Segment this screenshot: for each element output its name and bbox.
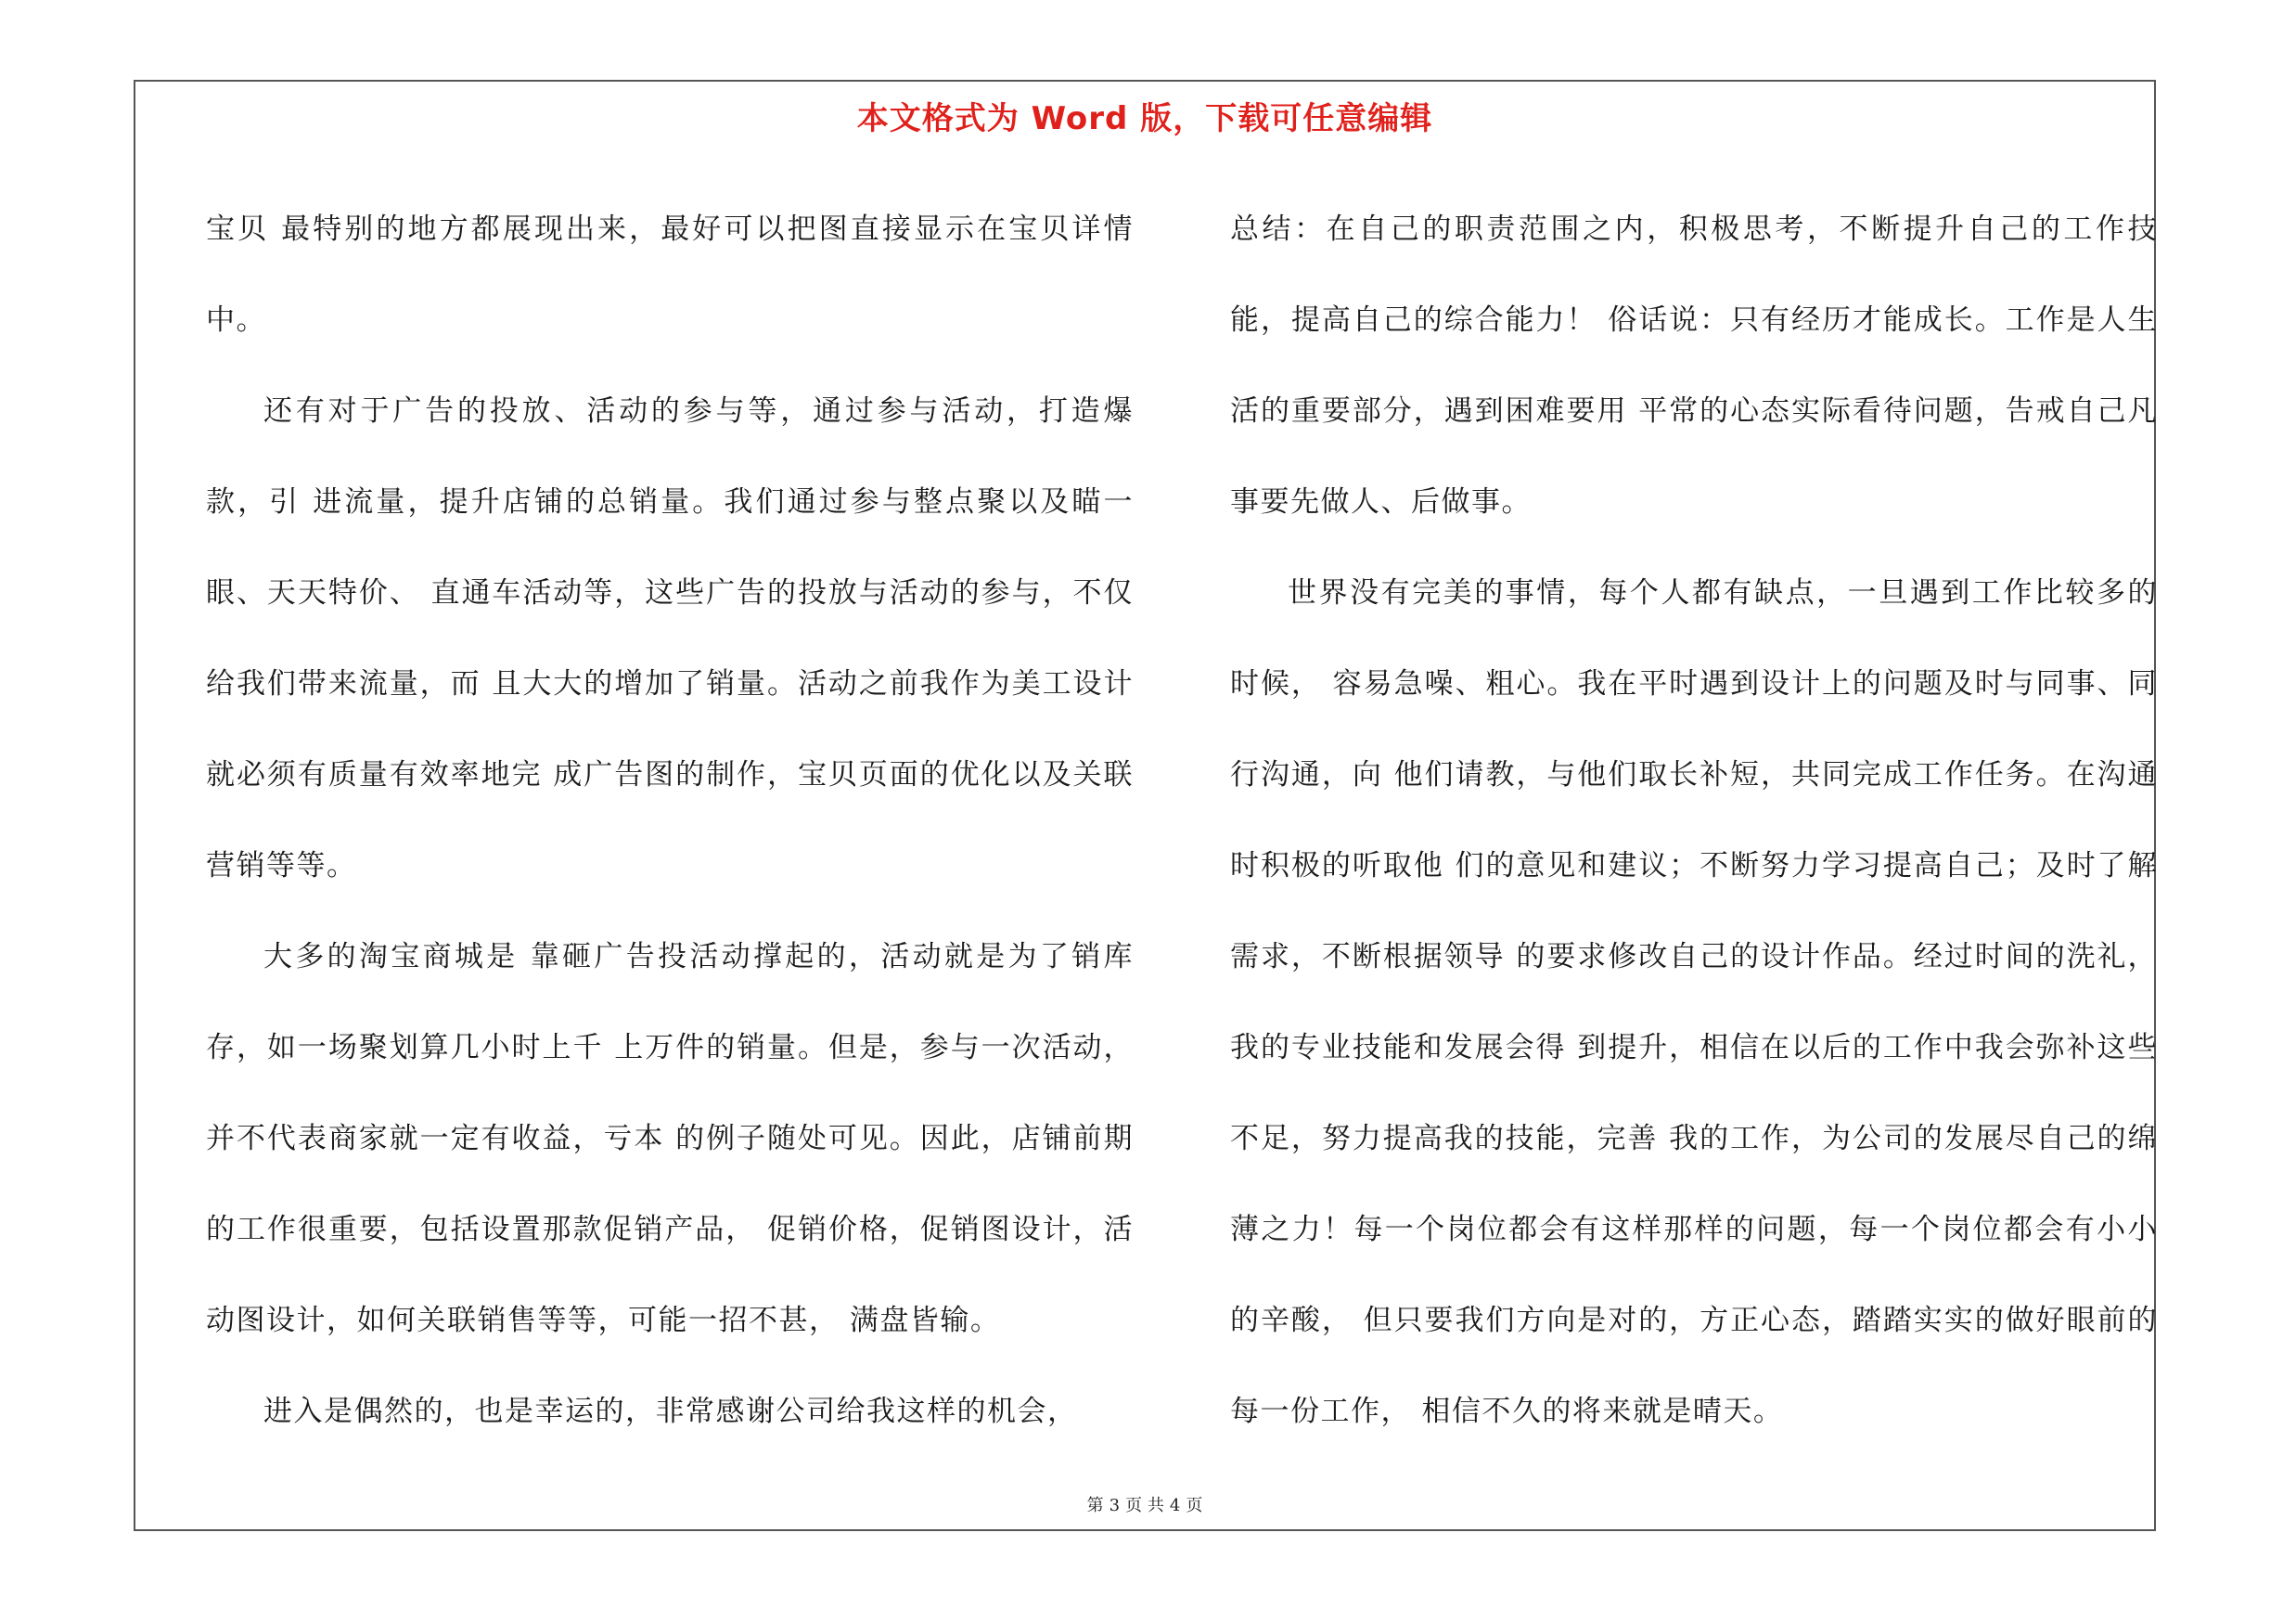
footer-suffix: 页 xyxy=(1186,1496,1203,1515)
page-footer xyxy=(135,1492,2154,1516)
format-banner: 本文格式为 Word 版，下载可任意编辑 xyxy=(856,100,1433,137)
left-column xyxy=(206,184,1134,1457)
paragraph: 进入是偶然的，也是幸运的，非常感谢公司给我这样的机会， xyxy=(263,1395,1078,1428)
footer-middle: 页 共 xyxy=(1125,1496,1164,1515)
paragraph: 总结：在自己的职责范围之内，积极思考，不断提升自己的工作技能，提高自己的综合能力！ 俗话说：只有经历才能成长。工作是人生活的重要部分，遇到困难要用 平常的心态实际看待问题，告戒自己凡事要先做人、后做事。 xyxy=(1230,213,2158,519)
page-frame xyxy=(134,80,2156,1531)
paragraph: 宝贝 最特别的地方都展现出来，最好可以把图直接显示在宝贝详情中。 xyxy=(206,213,1134,337)
paragraph: 还有对于广告的投放、活动的参与等，通过参与活动，打造爆款，引 进流量，提升店铺的总销量。我们通过参与整点聚以及瞄一眼、天天特价、 直通车活动等，这些广告的投放与活动的参与，不仅给我们带来流量，而 且大大的增加了销量。活动之前我作为美工设计就必须有质量有效率地完 成广告图的制作，宝贝页面的优化以及关联营销等等。 xyxy=(206,394,1134,882)
right-column xyxy=(1230,184,2158,1457)
current-page-number: 3 xyxy=(1109,1496,1121,1515)
footer-prefix: 第 xyxy=(1086,1496,1104,1515)
total-page-number: 4 xyxy=(1169,1496,1181,1515)
paragraph: 大多的淘宝商城是 靠砸广告投活动撑起的，活动就是为了销库存，如一场聚划算几小时上千 上万件的销量。但是，参与一次活动，并不代表商家就一定有收益，亏本 的例子随处可见。因此，店铺前期的工作很重要，包括设置那款促销产品， 促销价格，促销图设计，活动图设计，如何关联销售等等，可能一招不甚， 满盘皆输。 xyxy=(206,940,1134,1337)
paragraph: 世界没有完美的事情，每个人都有缺点，一旦遇到工作比较多的时候， 容易急噪、粗心。我在平时遇到设计上的问题及时与同事、同行沟通，向 他们请教，与他们取长补短，共同完成工作任务。在沟通时积极的听取他 们的意见和建议；不断努力学习提高自己；及时了解需求，不断根据领导 的要求修改自己的设计作品。经过时间的洗礼，我的专业技能和发展会得 到提升，相信在以后的工作中我会弥补这些不足，努力提高我的技能，完善 我的工作，为公司的发展尽自己的绵薄之力！每一个岗位都会有这样那样的问题，每一个岗位都会有小小的辛酸， 但只要我们方向是对的，方正心态，踏踏实实的做好眼前的每一份工作， 相信不久的将来就是晴天。 xyxy=(1230,576,2158,1428)
